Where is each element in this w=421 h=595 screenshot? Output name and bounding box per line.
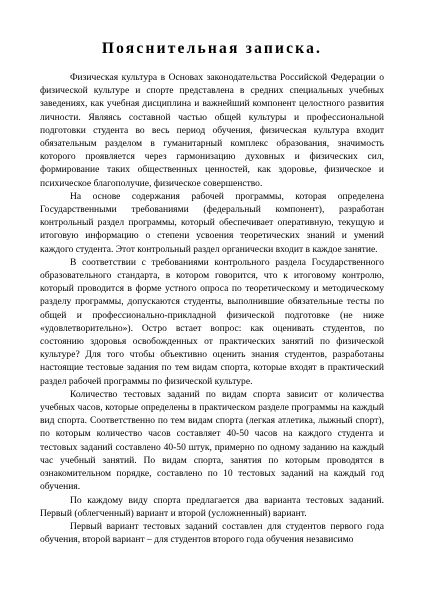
paragraph-1: Физическая культура в Основах законодательства Российской Федерации о физической культуре и спорте представлена в средних специальных учебных заведениях, как учебная дисциплина и важнейший компонент целостного развития личности. Являясь составной частью общей культуры и профессиональной подготовки студента во весь период обучения, физическая культура входит обязательным разделом в гуманитарный комплекс образования, значимость которого проявляется через гармонизацию духовных и физических сил, формирование таких общественных ценностей, как здоровье, физическое и психическое благополучие, физическое совершенство.	[40, 72, 384, 189]
paragraph-4: Количество тестовых заданий по видам спорта зависит от количества учебных часов, которые определены в практическом разделе программы на каждый вид спорта. Соответственно по тем видам спорта (легкая атлетика, лыжный спорт), по которым количество часов составляет 40-50 часов на каждого студента и тестовых заданий составлено 40-50 штук, примерно по одному заданию на каждый час учебный занятий. По видам спорта, занятия по которым проводятся в ознакомительном порядке, составлено по 10 тестовых заданий на каждый год обучения.	[40, 388, 384, 493]
paragraph-5: По каждому виду спорта предлагается два варианта тестовых заданий. Первый (облегченный) вариант и второй (усложненный) вариант.	[40, 494, 384, 519]
document-title: Пояснительная записка.	[101, 40, 323, 57]
paragraph-2: На основе содержания рабочей программы, которая определена Государственными требованиями (федеральный компонент), разработан контрольный раздел программы, который обеспечивает оперативную, текущую и итоговую информацию о степени усвоения теоретических знаний и умений каждого студента. Этот контрольный раздел органически входит в каждое занятие.	[40, 190, 384, 255]
paragraph-6: Первый вариант тестовых заданий составлен для студентов первого года обучения, второй вариант – для студентов второго года обучения независимо	[40, 520, 384, 546]
paragraph-3: В соответствии с требованиями контрольного раздела Государственного образовательного стандарта, в котором говорится, что к итоговому контролю, который проводится в форме устного опроса по теоретическому и методическому разделу программы, допускаются студенты, выполнившие обязательные тесты по общей и профессионально-прикладной физической подготовке (не ниже «удовлетворительно»). Остро встает вопрос: как оценивать студентов, по состоянию здоровья освобожденных от практических занятий по физической культуре? Для того чтобы объективно оценить знания студентов, разработаны настоящие тестовые задания по тем видам спорта, которые входят в практический раздел рабочей программы по физической культуре.	[40, 256, 384, 387]
